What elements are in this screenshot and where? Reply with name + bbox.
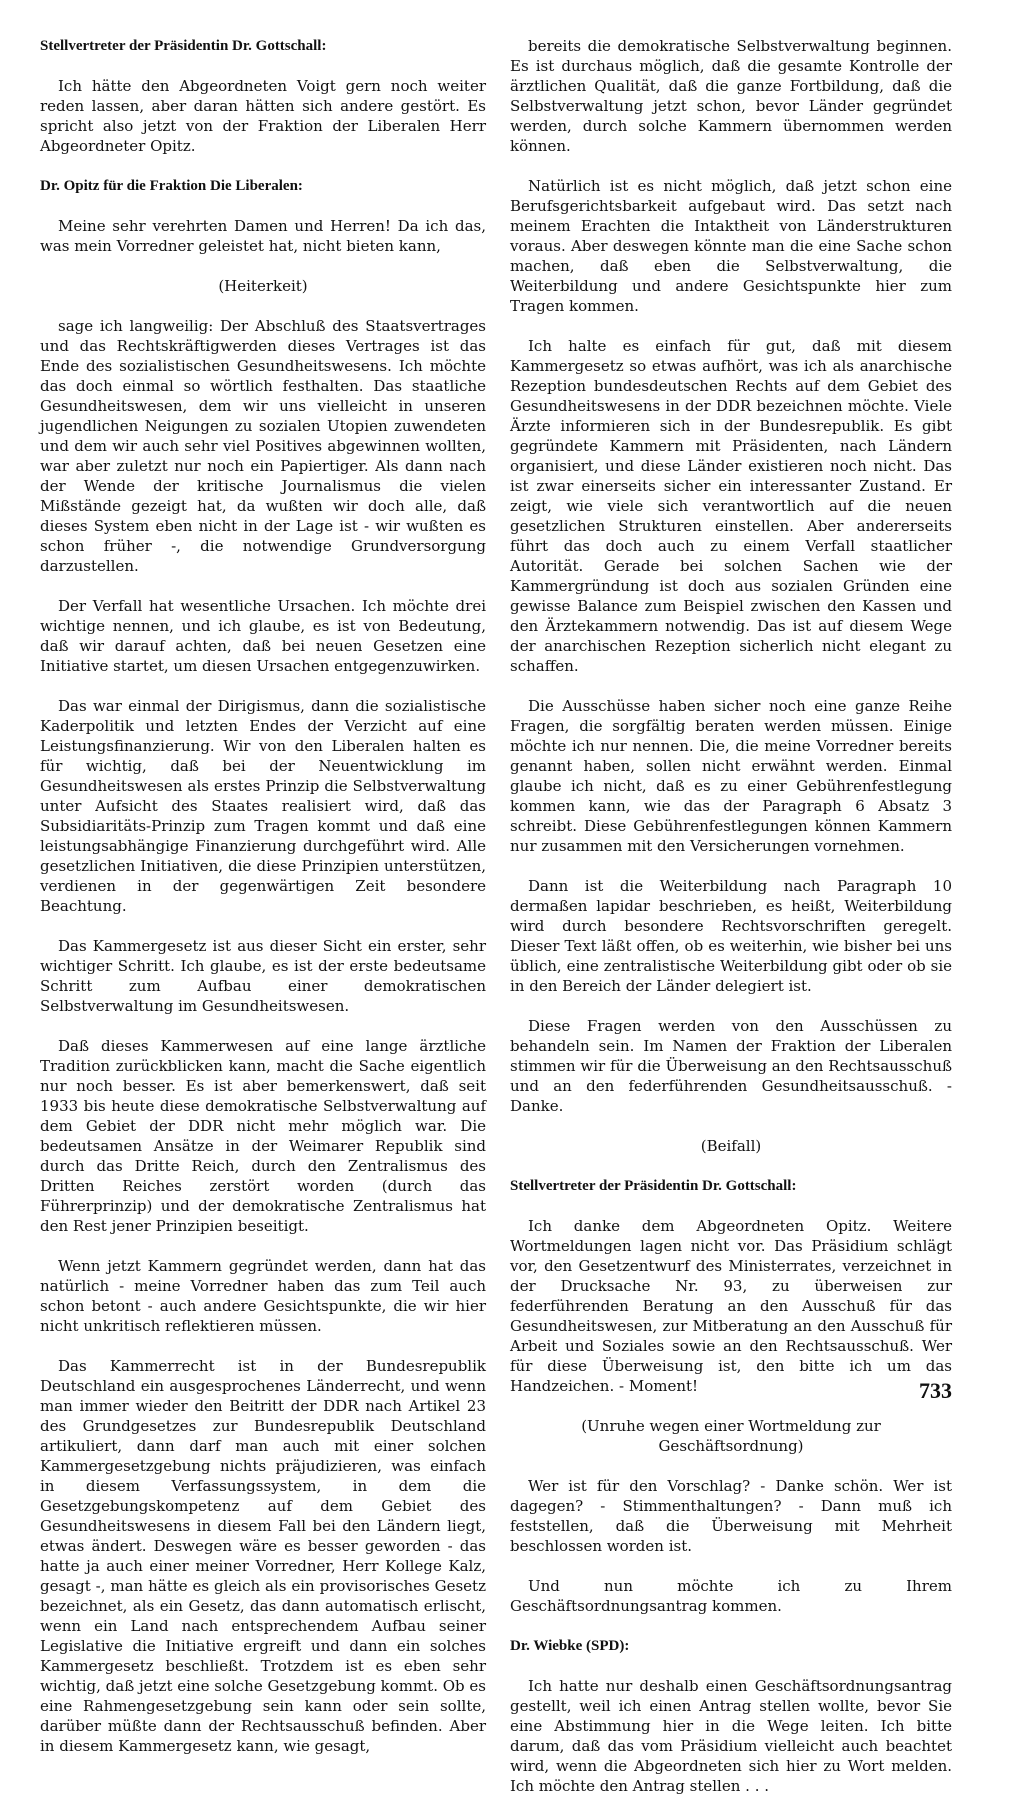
paragraph: Wenn jetzt Kammern gegründet werden, dann hat das natürlich - meine Vorredner haben das zum Teil auch schon betont - auch andere Gesichtspunkte, die wir hier nicht unkritisch reflektieren müssen. xyxy=(40,1257,486,1335)
speaker-heading: Stellvertreter der Präsidentin Dr. Gottschall: xyxy=(40,38,327,54)
speaker-heading: Dr. Opitz für die Fraktion Die Liberalen: xyxy=(40,178,303,194)
paragraph: sage ich langweilig: Der Abschluß des Staatsvertrages und das Rechtskräftigwerden dieses Vertrages ist das Ende des sozialistischen Gesundheitswesens. Ich möchte das doch einmal so wörtlich festhalten. Das staatliche Gesundheitswesen, dem wir uns vielleicht in unseren jugendlichen Neigungen zu sozialen Utopien zuwendeten und dem wir auch sehr viel Positives abgewinnen wollten, war aber zuletzt nur noch ein Papiertiger. Als dann nach der Wende der kritische Journalismus die vielen Mißstände gezeigt hat, da wußten wir doch alle, daß dieses System eben nicht in der Lage ist - wir wußten es schon früher -, die notwendige Grundversorgung darzustellen. xyxy=(40,317,486,575)
page-number: 733 xyxy=(919,1378,952,1403)
paragraph: Das Kammergesetz ist aus dieser Sicht ein erster, sehr wichtiger Schritt. Ich glaube, es ist der erste bedeutsame Schritt zum Aufbau einer demokratischen Selbstverwaltung im Gesundheitswesen. xyxy=(40,937,486,1015)
paragraph: Dann ist die Weiterbildung nach Paragraph 10 dermaßen lapidar beschrieben, es heißt, Weiterbildung wird durch besondere Rechtsvorschriften geregelt. Dieser Text läßt offen, ob es weiterhin, wie bisher bei uns üblich, eine zentralistische Weiterbildung gibt oder ob sie in den Bereich der Länder delegiert ist. xyxy=(510,877,952,995)
paragraph: Der Verfall hat wesentliche Ursachen. Ich möchte drei wichtige nennen, und ich glaube, es ist von Bedeutung, daß wir darauf achten, daß bei neuen Gesetzen eine Initiative startet, um diesen Ursachen entgegenzuwirken. xyxy=(40,597,486,675)
paragraph: Diese Fragen werden von den Ausschüssen zu behandeln sein. Im Namen der Fraktion der Liberalen stimmen wir für die Überweisung an den Rechtsausschuß und an den federführenden Gesundheitsausschuß. - Danke. xyxy=(510,1017,952,1115)
paragraph: Ich hatte nur deshalb einen Geschäftsordnungsantrag gestellt, weil ich einen Antrag stellen wollte, bevor Sie eine Abstimmung hier in die Wege leiten. Ich bitte darum, daß das vom Präsidium vielleicht auch beachtet wird, wenn die Abgeordneten sich hier zu Wort melden. Ich möchte den Antrag stellen . . . xyxy=(510,1677,952,1795)
paragraph: Daß dieses Kammerwesen auf eine lange ärztliche Tradition zurückblicken kann, macht die Sache eigentlich nur noch besser. Es ist aber bemerkenswert, daß seit 1933 bis heute diese demokratische Selbstverwaltung auf dem Gebiet der DDR nicht mehr möglich war. Die bedeutsamen Ansätze in der Weimarer Republik sind durch das Dritte Reich, durch den Zentralismus des Dritten Reiches zerstört worden (durch das Führerprinzip) und der demokratische Zentralismus hat den Rest jener Prinzipien beseitigt. xyxy=(40,1037,486,1235)
paragraph: Und nun möchte ich zu Ihrem Geschäftsordnungsantrag kommen. xyxy=(510,1577,952,1615)
paragraph: Das Kammerrecht ist in der Bundesrepublik Deutschland ein ausgesprochenes Länderrecht, und wenn man immer wieder den Beitritt der DDR nach Artikel 23 des Grundgesetzes zur Bundesrepublik Deutschland artikuliert, dann darf man auch mit einer solchen Kammergesetzgebung nichts präjudizieren, was einfach in diesem Verfassungssystem, in dem die Gesetzgebungskompetenz auf dem Gebiet des Gesundheitswesens in diesem Fall bei den Ländern liegt, etwas ändert. Deswegen wäre es besser geworden - das hatte ja auch einer meiner Vorredner, Herr Kollege Kalz, gesagt -, man hätte es gleich als ein provisorisches Gesetz bezeichnet, als ein Gesetz, das dann automatisch erlischt, wenn ein Land nach entsprechendem Aufbau seiner Legislative die Initiative ergreift und dann ein solches Kammergesetz beschließt. Trotzdem ist es eben sehr wichtig, daß jetzt eine solche Gesetzgebung kommt. Ob es eine Rahmengesetzgebung sein kann oder sein sollte, darüber müßte dann der Rechtsausschuß befinden. Aber in diesem Kammergesetz kann, wie gesagt, xyxy=(40,1357,486,1755)
paragraph: Die Ausschüsse haben sicher noch eine ganze Reihe Fragen, die sorgfältig beraten werden müssen. Einige möchte ich nur nennen. Die, die meine Vorredner bereits genannt haben, sollen nicht erwähnt werden. Einmal glaube ich nicht, daß es zu einer Gebührenfestlegung kommen kann, wie das der Paragraph 6 Absatz 3 schreibt. Diese Gebührenfestlegungen können Kammern nur zusammen mit den Versicherungen vornehmen. xyxy=(510,697,952,855)
paragraph: Wer ist für den Vorschlag? - Danke schön. Wer ist dagegen? - Stimmenthaltungen? - Dann muß ich feststellen, daß die Überweisung mit Mehrheit beschlossen worden ist. xyxy=(510,1477,952,1555)
speaker-heading: Stellvertreter der Präsidentin Dr. Gottschall: xyxy=(510,1178,797,1194)
paragraph: Ich danke dem Abgeordneten Opitz. Weitere Wortmeldungen lagen nicht vor. Das Präsidium schlägt vor, den Gesetzentwurf des Ministerrates, verzeichnet in der Drucksache Nr. 93, zu überweisen zur federführenden Beratung an den Ausschuß für das Gesundheitswesen, zur Mitberatung an den Ausschuß für Arbeit und Soziales sowie an den Rechtsausschuß. Wer für diese Überweisung ist, den bitte ich um das Handzeichen. - Moment! xyxy=(510,1217,952,1395)
paragraph: Ich hätte den Abgeordneten Voigt gern noch weiter reden lassen, aber daran hätten sich andere gestört. Es spricht also jetzt von der Fraktion der Liberalen Herr Abgeordneter Opitz. xyxy=(40,77,486,155)
paragraph: Natürlich ist es nicht möglich, daß jetzt schon eine Berufsgerichtsbarkeit aufgebaut wird. Das setzt nach meinem Erachten die Intaktheit von Länderstrukturen voraus. Aber deswegen könnte man die eine Sache schon machen, daß eben die Selbstverwaltung, die Weiterbildung und andere Gesichtspunkte hier zum Tragen kommen. xyxy=(510,177,952,315)
right-column xyxy=(510,36,952,1816)
paragraph: bereits die demokratische Selbstverwaltung beginnen. Es ist durchaus möglich, daß die gesamte Kontrolle der ärztlichen Qualität, daß die ganze Fortbildung, daß die Selbstverwaltung jetzt schon, bevor Länder gegründet werden, durch solche Kammern übernommen werden können. xyxy=(510,37,952,155)
stage-direction: (Heiterkeit) xyxy=(218,277,308,295)
left-column xyxy=(40,36,486,1776)
stage-direction: (Unruhe wegen einer Wortmeldung zur Geschäftsordnung) xyxy=(581,1417,881,1455)
stage-direction: (Beifall) xyxy=(700,1137,762,1155)
speaker-heading: Dr. Wiebke (SPD): xyxy=(510,1638,630,1654)
paragraph: Ich halte es einfach für gut, daß mit diesem Kammergesetz so etwas aufhört, was ich als anarchische Rezeption bundesdeutschen Rechts auf dem Gebiet des Gesundheitswesens in der DDR bezeichnen möchte. Viele Ärzte informieren sich in der Bundesrepublik. Es gibt gegründete Kammern mit Präsidenten, nach Ländern organisiert, und diese Länder existieren noch nicht. Das ist zwar einerseits sicher ein interessanter Zustand. Er zeigt, wie viele sich verantwortlich auf die neuen gesetzlichen Strukturen einstellen. Aber andererseits führt das doch auch zu einem Verfall staatlicher Autorität. Gerade bei solchen Sachen wie der Kammergründung ist doch aus sozialen Gründen eine gewisse Balance zum Beispiel zwischen den Kassen und den Ärztekammern notwendig. Das ist auf diesem Wege der anarchischen Rezeption sicherlich nicht elegant zu schaffen. xyxy=(510,337,952,675)
paragraph: Das war einmal der Dirigismus, dann die sozialistische Kaderpolitik und letzten Endes der Verzicht auf eine Leistungsfinanzierung. Wir von den Liberalen halten es für wichtig, daß bei der Neuentwicklung im Gesundheitswesen als erstes Prinzip die Selbstverwaltung unter Aufsicht des Staates realisiert wird, daß das Subsidiaritäts-Prinzip zum Tragen kommt und daß eine leistungsabhängige Finanzierung durchgeführt wird. Alle gesetzlichen Initiativen, die diese Prinzipien unterstützen, verdienen in der gegenwärtigen Zeit besondere Beachtung. xyxy=(40,697,486,915)
paragraph: Meine sehr verehrten Damen und Herren! Da ich das, was mein Vorredner geleistet hat, nicht bieten kann, xyxy=(40,217,486,255)
